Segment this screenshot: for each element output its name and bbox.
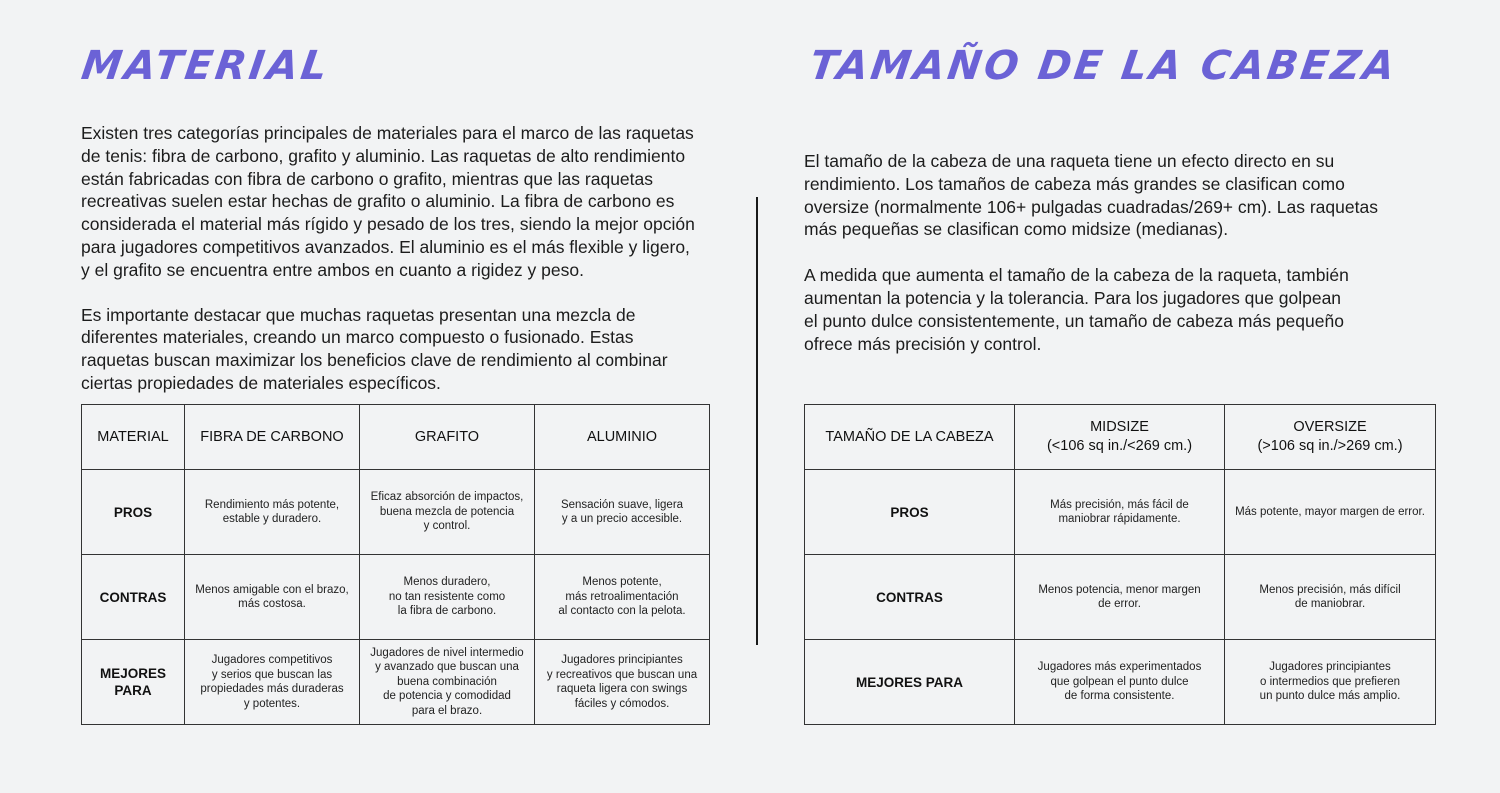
head-size-description [804,150,1444,355]
table-cell: Menos amigable con el brazo, más costosa. [185,555,360,640]
table-header-row [82,405,710,470]
row-label: CONTRAS [805,555,1015,640]
head-size-comparison-table [804,404,1436,725]
table-row [805,640,1436,725]
table-cell: Eficaz absorción de impactos, buena mezcla de potencia y control. [360,470,535,555]
head-size-paragraph: El tamaño de la cabeza de una raqueta tiene un efecto directo en su rendimiento. Los tamaños de cabeza más grandes se clasifican como oversize (normalmente 106+ pulgadas cuadradas/269+ cm). Las raquetas más pequeñas se clasifican como midsize (medianas). [804,151,1378,240]
table-cell: Menos precisión, más difícil de maniobrar. [1225,555,1436,640]
table-cell: Sensación suave, ligera y a un precio accesible. [535,470,710,555]
table-row [805,555,1436,640]
table-cell: Más precisión, más fácil de maniobrar rápidamente. [1015,470,1225,555]
table-header-cell: OVERSIZE (>106 sq in./>269 cm.) [1225,405,1436,470]
table-header-cell: MATERIAL [82,405,185,470]
head-size-paragraph: A medida que aumenta el tamaño de la cabeza de la raqueta, también aumentan la potencia y la tolerancia. Para los jugadores que golpean el punto dulce consistentemente, un tamaño de cabeza más pequeño ofrece más precisión y control. [804,265,1349,354]
table-header-row [805,405,1436,470]
column-divider [756,197,758,645]
table-header-cell: ALUMINIO [535,405,710,470]
material-paragraph: Existen tres categorías principales de materiales para el marco de las raquetas de tenis: fibra de carbono, grafito y aluminio. Las raquetas de alto rendimiento están fabricadas con fibra de carbono o grafito, mientras que las raquetas recreativas suelen estar hechas de grafito o aluminio. La fibra de carbono es considerada el material más rígido y pesado de los tres, siendo la mejor opción para jugadores competitivos avanzados. El aluminio es el más flexible y ligero, y el grafito se encuentra entre ambos en cuanto a rigidez y peso. [81,123,695,280]
table-row [82,470,710,555]
table-cell: Menos duradero, no tan resistente como la fibra de carbono. [360,555,535,640]
table-row [805,470,1436,555]
row-label: PROS [805,470,1015,555]
table-header-cell: TAMAÑO DE LA CABEZA [805,405,1015,470]
table-cell: Menos potencia, menor margen de error. [1015,555,1225,640]
row-label: PROS [82,470,185,555]
table-cell: Menos potente, más retroalimentación al contacto con la pelota. [535,555,710,640]
table-cell: Rendimiento más potente, estable y duradero. [185,470,360,555]
table-cell: Jugadores principiantes y recreativos que buscan una raqueta ligera con swings fáciles y cómodos. [535,640,710,725]
material-heading: MATERIAL [78,43,333,89]
table-cell: Jugadores principiantes o intermedios que prefieren un punto dulce más amplio. [1225,640,1436,725]
material-description [81,122,721,395]
table-cell: Jugadores competitivos y serios que buscan las propiedades más duraderas y potentes. [185,640,360,725]
table-header-cell: GRAFITO [360,405,535,470]
table-header-cell: FIBRA DE CARBONO [185,405,360,470]
row-label: MEJORES PARA [805,640,1015,725]
row-label: CONTRAS [82,555,185,640]
material-comparison-table [81,404,710,725]
table-cell: Jugadores más experimentados que golpean el punto dulce de forma consistente. [1015,640,1225,725]
row-label: MEJORES PARA [82,640,185,725]
table-header-cell: MIDSIZE (<106 sq in./<269 cm.) [1015,405,1225,470]
material-paragraph: Es importante destacar que muchas raquetas presentan una mezcla de diferentes materiales, creando un marco compuesto o fusionado. Estas raquetas buscan maximizar los beneficios clave de rendimiento al combinar ciertas propiedades de materiales específicos. [81,304,668,393]
table-row [82,640,710,725]
table-row [82,555,710,640]
table-cell: Más potente, mayor margen de error. [1225,470,1436,555]
table-cell: Jugadores de nivel intermedio y avanzado que buscan una buena combinación de potencia y comodidad para el brazo. [360,640,535,725]
head-size-heading: TAMAÑO DE LA CABEZA [806,43,1401,89]
